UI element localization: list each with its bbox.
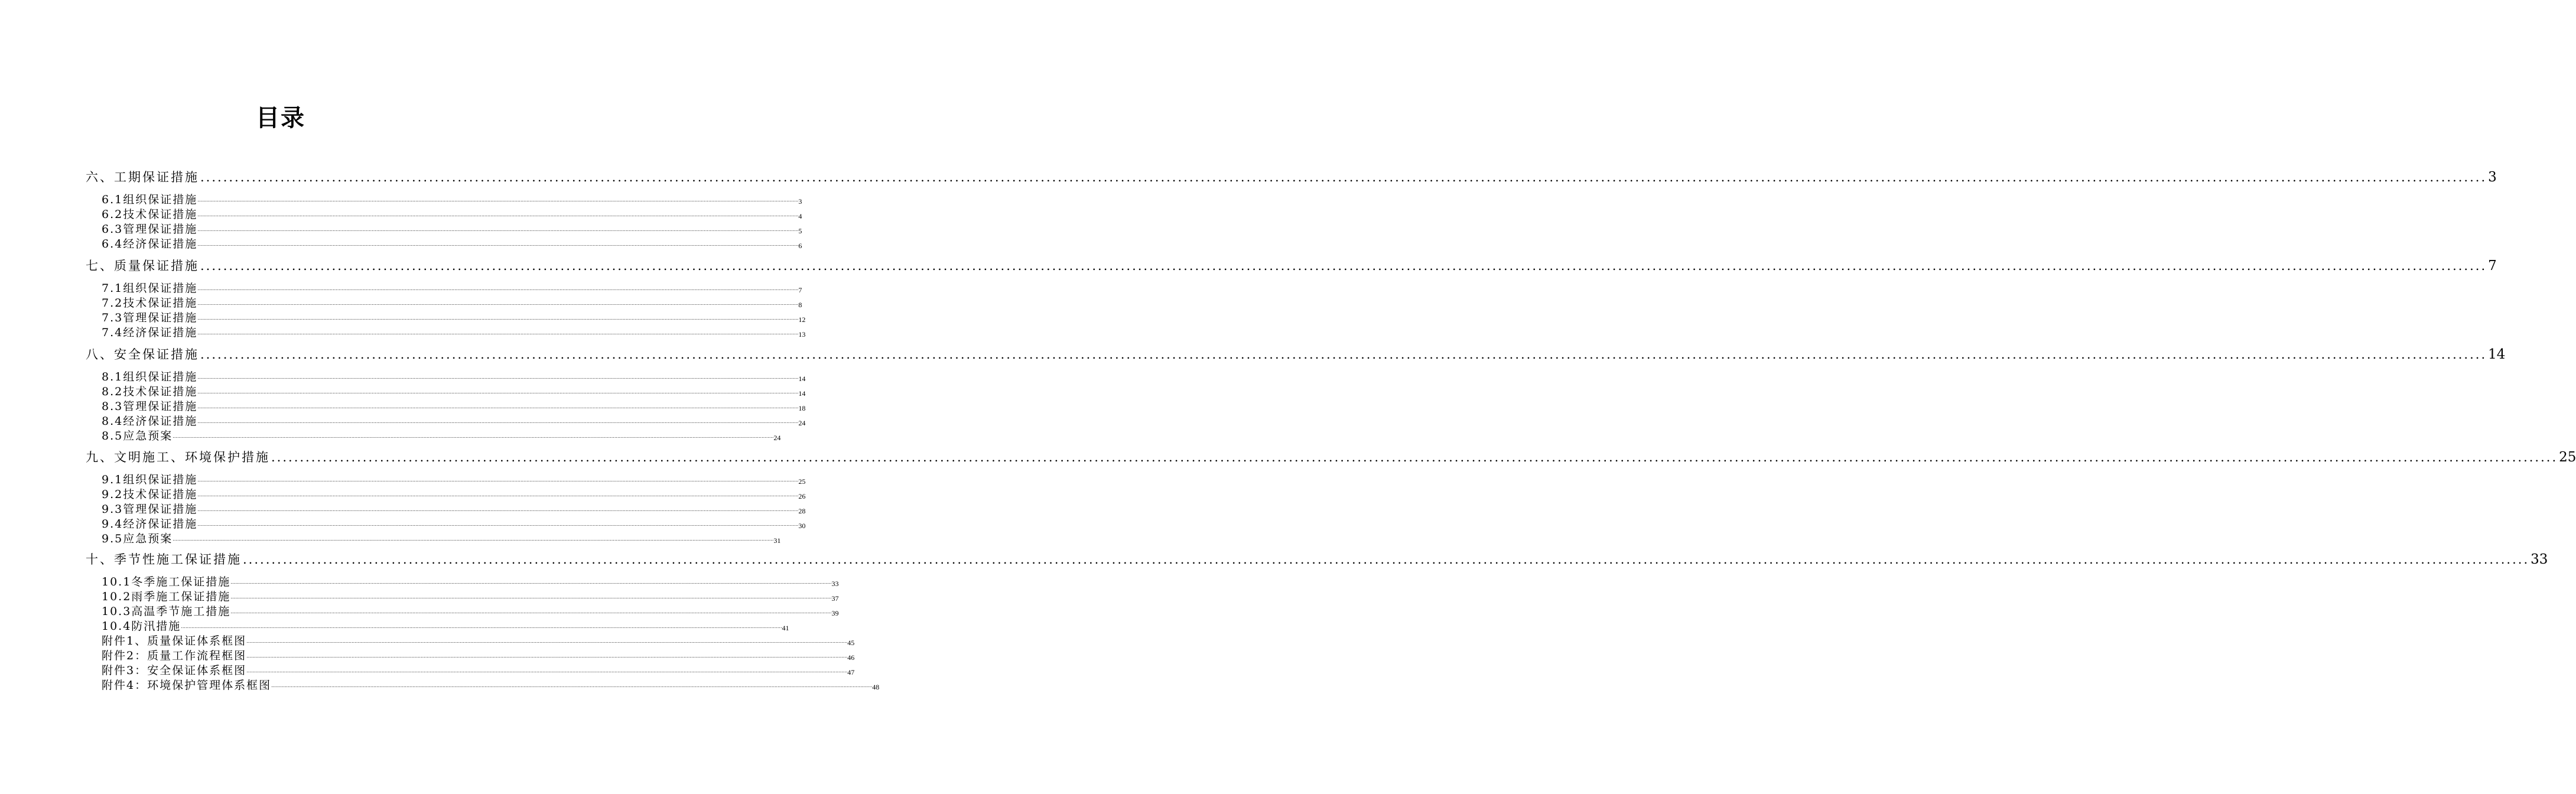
toc-label: 8.2技术保证措施: [102, 385, 198, 398]
toc-heading[interactable]: [86, 258, 2497, 274]
toc-page-number: 37: [831, 594, 839, 603]
toc-leader-dots: ................................................................................................................................................................................................................................................................................................................................................................................................................: [181, 624, 782, 629]
toc-page-number: 3: [798, 197, 802, 206]
toc-page-number: 47: [847, 668, 855, 676]
toc-leader-dots: ................................................................................................................................................................................................................................................................................................................................................................................................................: [197, 522, 799, 527]
toc-item[interactable]: [102, 370, 806, 385]
toc-page-number: 45: [847, 639, 855, 647]
toc-label: 8.1组织保证措施: [102, 370, 198, 383]
toc-label: 附件4：环境保护管理体系框图: [102, 679, 272, 692]
toc-label: 附件2：质量工作流程框图: [102, 649, 247, 662]
toc-page-number: 33: [831, 580, 839, 588]
toc-label: 8.5应急预案: [102, 429, 173, 442]
toc-leader-dots: ................................................................................................................................................................................................................................................................................................................................................................................................................: [200, 170, 2487, 184]
toc-label: 8.4经济保证措施: [102, 415, 198, 428]
toc-label: 九、文明施工、环境保护措施: [86, 450, 270, 464]
toc-item[interactable]: [102, 473, 806, 487]
toc-label: 10.4防汛措施: [102, 620, 181, 633]
toc-label: 7.1组织保证措施: [102, 282, 198, 295]
toc-item[interactable]: [102, 502, 806, 517]
toc-leader-dots: ................................................................................................................................................................................................................................................................................................................................................................................................................: [197, 389, 799, 395]
toc-label: 附件3：安全保证体系框图: [102, 664, 247, 677]
toc-page-number: 31: [773, 536, 781, 545]
toc-page-number: 6: [798, 242, 802, 250]
toc-page-number: 25: [798, 477, 806, 486]
toc-leader-dots: ................................................................................................................................................................................................................................................................................................................................................................................................................: [200, 347, 2487, 362]
toc-heading[interactable]: [86, 169, 2497, 186]
toc-item[interactable]: [102, 296, 802, 311]
toc-item[interactable]: [102, 487, 806, 502]
toc-leader-dots: ................................................................................................................................................................................................................................................................................................................................................................................................................: [197, 330, 799, 336]
toc-item[interactable]: [102, 237, 802, 252]
toc-label: 6.1组织保证措施: [102, 193, 198, 206]
toc-label: 7.3管理保证措施: [102, 311, 198, 324]
toc-item[interactable]: [102, 326, 806, 340]
toc-label: 10.3高温季节施工措施: [102, 605, 231, 618]
toc-page-number: 14: [798, 375, 806, 383]
toc-label: 9.3管理保证措施: [102, 503, 198, 516]
toc-page-number: 14: [2488, 347, 2506, 362]
toc-label: 附件1、质量保证体系框图: [102, 634, 247, 647]
toc-item[interactable]: [102, 649, 855, 663]
toc-label: 七、质量保证措施: [86, 259, 199, 273]
toc-page-number: 5: [798, 227, 802, 235]
toc-page-number: 26: [798, 492, 806, 500]
toc-item[interactable]: [102, 414, 806, 429]
toc-leader-dots: ................................................................................................................................................................................................................................................................................................................................................................................................................: [243, 552, 2530, 567]
toc-item[interactable]: [102, 575, 839, 590]
toc-label: 6.2技术保证措施: [102, 208, 198, 221]
toc-leader-dots: ................................................................................................................................................................................................................................................................................................................................................................................................................: [197, 419, 799, 424]
toc-leader-dots: ................................................................................................................................................................................................................................................................................................................................................................................................................: [271, 450, 2558, 464]
toc-leader-dots: ................................................................................................................................................................................................................................................................................................................................................................................................................: [246, 668, 848, 673]
toc-leader-dots: ................................................................................................................................................................................................................................................................................................................................................................................................................: [197, 197, 799, 203]
toc-page-number: 41: [782, 624, 789, 632]
toc-item[interactable]: [102, 399, 806, 414]
toc-page-number: 14: [798, 389, 806, 398]
toc-page-number: 25: [2559, 450, 2576, 465]
toc-leader-dots: ................................................................................................................................................................................................................................................................................................................................................................................................................: [246, 639, 848, 644]
toc-page-number: 4: [798, 212, 802, 220]
toc-item[interactable]: [102, 619, 789, 634]
toc-leader-dots: ................................................................................................................................................................................................................................................................................................................................................................................................................: [271, 683, 873, 688]
toc-leader-dots: ................................................................................................................................................................................................................................................................................................................................................................................................................: [230, 609, 832, 614]
toc-leader-dots: ................................................................................................................................................................................................................................................................................................................................................................................................................: [197, 477, 799, 483]
toc-page-number: 24: [773, 434, 781, 442]
toc-page-number: 33: [2531, 552, 2548, 567]
toc-page-number: 7: [2488, 258, 2497, 274]
toc-item[interactable]: [102, 678, 880, 693]
toc-leader-dots: ................................................................................................................................................................................................................................................................................................................................................................................................................: [197, 404, 799, 409]
toc-leader-dots: ................................................................................................................................................................................................................................................................................................................................................................................................................: [197, 242, 799, 247]
toc-leader-dots: ................................................................................................................................................................................................................................................................................................................................................................................................................: [197, 227, 799, 232]
toc-label: 8.3管理保证措施: [102, 400, 198, 413]
toc-item[interactable]: [102, 663, 855, 678]
toc-page-number: 28: [798, 507, 806, 515]
toc-leader-dots: ................................................................................................................................................................................................................................................................................................................................................................................................................: [246, 653, 848, 659]
toc-page-number: 46: [847, 653, 855, 662]
toc-item[interactable]: [102, 634, 855, 649]
toc-page-number: 24: [798, 419, 806, 427]
toc-leader-dots: ................................................................................................................................................................................................................................................................................................................................................................................................................: [230, 580, 832, 585]
toc-leader-dots: ................................................................................................................................................................................................................................................................................................................................................................................................................: [197, 375, 799, 380]
toc-label: 六、工期保证措施: [86, 170, 199, 184]
toc-leader-dots: ................................................................................................................................................................................................................................................................................................................................................................................................................: [200, 259, 2487, 273]
toc-item[interactable]: [102, 517, 806, 532]
toc-label: 十、季节性施工保证措施: [86, 552, 242, 567]
toc-leader-dots: ................................................................................................................................................................................................................................................................................................................................................................................................................: [197, 301, 799, 306]
toc-label: 10.1冬季施工保证措施: [102, 575, 231, 588]
toc-heading[interactable]: [86, 551, 2548, 568]
toc-label: 10.2雨季施工保证措施: [102, 590, 231, 603]
toc-label: 7.4经济保证措施: [102, 326, 198, 339]
toc-item[interactable]: [102, 590, 839, 604]
toc-label: 9.5应急预案: [102, 532, 173, 545]
toc-label: 9.2技术保证措施: [102, 488, 198, 501]
toc-page-number: 13: [798, 330, 806, 339]
toc-page-number: 3: [2488, 170, 2497, 185]
toc-page-number: 48: [872, 683, 880, 691]
toc-page-number: 30: [798, 522, 806, 530]
toc-label: 6.3管理保证措施: [102, 223, 198, 236]
toc-page-number: 39: [831, 609, 839, 617]
toc-page-number: 7: [798, 286, 802, 294]
toc-leader-dots: ................................................................................................................................................................................................................................................................................................................................................................................................................: [230, 594, 832, 600]
toc-item[interactable]: [102, 429, 781, 444]
toc-heading[interactable]: [86, 449, 2576, 466]
toc-label: 7.2技术保证措施: [102, 297, 198, 310]
page-title: 目录: [256, 105, 305, 132]
toc-page-number: 8: [798, 301, 802, 309]
toc-leader-dots: ................................................................................................................................................................................................................................................................................................................................................................................................................: [197, 315, 799, 321]
toc-leader-dots: ................................................................................................................................................................................................................................................................................................................................................................................................................: [197, 492, 799, 497]
toc-label: 9.4经济保证措施: [102, 518, 198, 531]
toc-label: 八、安全保证措施: [86, 347, 199, 362]
toc-item[interactable]: [102, 281, 802, 296]
toc-label: 9.1组织保证措施: [102, 473, 198, 486]
toc-leader-dots: ................................................................................................................................................................................................................................................................................................................................................................................................................: [197, 507, 799, 512]
toc-item[interactable]: [102, 222, 802, 237]
toc-page-number: 12: [798, 315, 806, 324]
toc-item[interactable]: [102, 532, 781, 546]
toc-item[interactable]: [102, 207, 802, 222]
toc-item[interactable]: [102, 385, 806, 399]
toc-heading[interactable]: [86, 346, 2506, 363]
toc-leader-dots: ................................................................................................................................................................................................................................................................................................................................................................................................................: [197, 212, 799, 217]
toc-item[interactable]: [102, 193, 802, 207]
toc-leader-dots: ................................................................................................................................................................................................................................................................................................................................................................................................................: [197, 286, 799, 291]
toc-label: 6.4经济保证措施: [102, 237, 198, 250]
toc-leader-dots: ................................................................................................................................................................................................................................................................................................................................................................................................................: [173, 536, 774, 542]
toc-page-number: 18: [798, 404, 806, 412]
toc-leader-dots: ................................................................................................................................................................................................................................................................................................................................................................................................................: [173, 434, 774, 439]
toc-item[interactable]: [102, 604, 839, 619]
toc-item[interactable]: [102, 311, 806, 326]
